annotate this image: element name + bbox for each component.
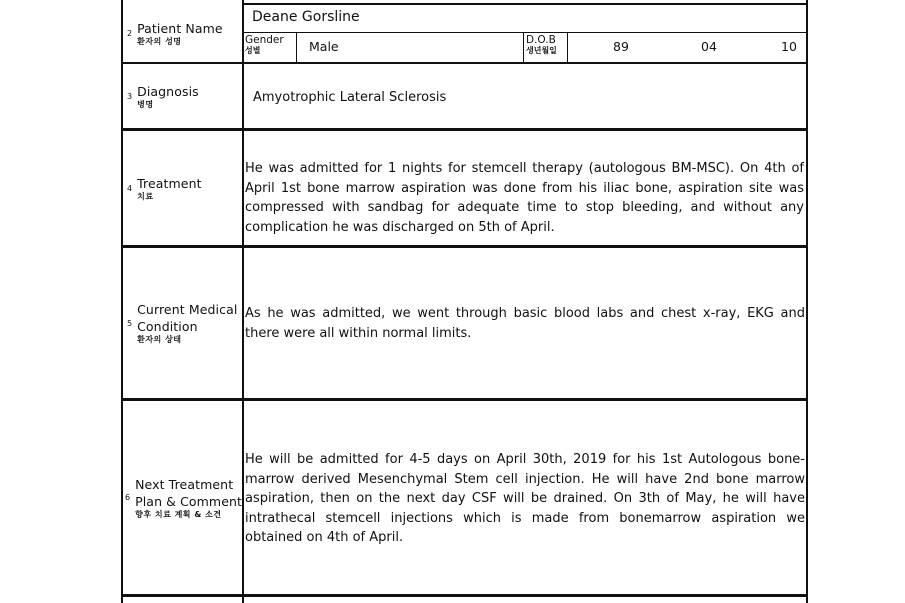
row-number: 6 [125, 493, 131, 502]
label-ko: 환자의 성명 [137, 37, 182, 46]
next-treatment-text: He will be admitted for 4-5 days on April 30th, 2019 for his 1st Autologous bone-marrow derived Mesenchymal Stem cell injection. He will have 2nd bone marrow aspiration, then on the next day CSF will be drained. On 3th of May, he will have intrathecal stemcell injections which is made from bonemarrow aspiration we obtained on 4th of April. [245, 452, 805, 545]
row-divider-6 [121, 594, 808, 597]
dob-label: D.O.B 생년월일 [526, 34, 557, 55]
dob-label-divider-left [523, 33, 524, 62]
condition-text: As he was admitted, we went through basic blood labs and chest x-ray, EKG and there were all within normal limits. [245, 306, 805, 341]
row-divider-name-sub [244, 32, 806, 33]
gender-value: Male [309, 39, 339, 54]
label-ko: 치료 [137, 191, 154, 201]
label-en-line2: Condition [137, 319, 198, 334]
condition-label [121, 248, 243, 398]
row-number: 2 [127, 29, 133, 38]
label-en: Treatment [137, 175, 202, 191]
dob-year: 89 [613, 39, 629, 54]
patient-name-label [121, 5, 243, 62]
row-number: 5 [127, 318, 133, 328]
treatment-label [121, 131, 243, 245]
dob-month: 04 [701, 39, 717, 54]
treatment-text: He was admitted for 1 nights for stemcell therapy (autologous BM-MSC). On 4th of April 1st bone marrow aspiration was done from his iliac bone, aspiration site was compressed with sandbag for adequate time to stop bleeding, and without any complication he was discharged on 5th of April. [245, 161, 804, 235]
dob-day: 10 [781, 39, 797, 54]
gender-label: Gender 성별 [245, 34, 284, 55]
label-ko: 환자의 상태 [137, 335, 182, 344]
label-ko: 향후 치료 계획 & 소견 [135, 509, 222, 519]
dob-label-divider-right [567, 33, 568, 62]
label-en-line1: Next Treatment [135, 476, 234, 492]
gender-divider [296, 33, 297, 62]
row-number: 4 [127, 183, 133, 193]
label-en-line2: Plan & Comment [135, 493, 243, 509]
diagnosis-label [121, 64, 243, 128]
diagnosis-text: Amyotrophic Lateral Sclerosis [253, 90, 447, 105]
row-number: 3 [127, 91, 133, 101]
patient-name-value: Deane Gorsline [252, 9, 360, 25]
label-en-line1: Current Medical [137, 302, 238, 317]
next-treatment-label [121, 401, 243, 594]
label-ko: 병명 [137, 99, 154, 109]
label-en: Patient Name [137, 21, 223, 36]
medical-report-form [121, 0, 808, 603]
label-en: Diagnosis [137, 83, 199, 99]
row-divider-top [244, 3, 806, 5]
